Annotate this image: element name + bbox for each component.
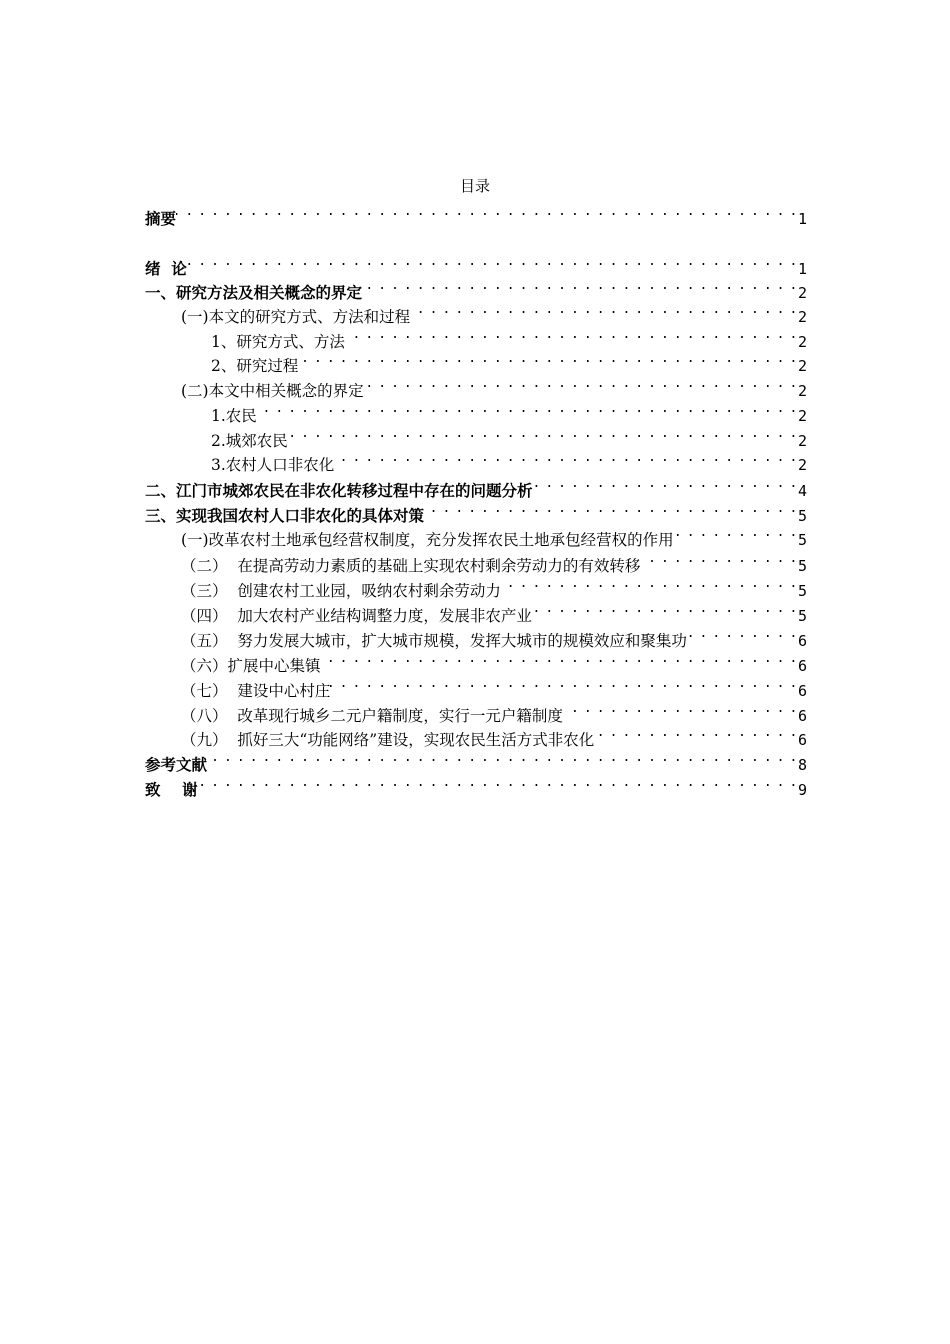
toc-entry-label: 3.农村人口非农化: [211, 456, 335, 474]
toc-entry-label: （六）扩展中心集镇: [181, 657, 321, 675]
toc-entry[interactable]: [145, 771, 807, 799]
toc-entry[interactable]: [145, 672, 807, 700]
toc-entry-label: (一)本文的研究方式、方法和过程: [181, 308, 411, 326]
toc-leader-dots: [362, 274, 796, 298]
toc-entry-page-number: 6: [797, 682, 807, 700]
toc-entry-label: （七） 建设中心村庄: [181, 682, 331, 700]
toc-entry[interactable]: [145, 746, 807, 774]
toc-entry[interactable]: [145, 422, 807, 450]
toc-leader-dots: [501, 572, 796, 596]
toc-leader-dots: [594, 721, 796, 745]
toc-leader-dots: [187, 250, 796, 274]
toc-entry-page-number: 1: [797, 260, 807, 278]
toc-entry[interactable]: [145, 298, 807, 326]
toc-leader-dots: [687, 622, 796, 646]
toc-entry[interactable]: [145, 497, 807, 525]
toc-entry[interactable]: [145, 446, 807, 474]
toc-leader-dots: [334, 446, 796, 470]
toc-entry-page-number: 6: [797, 632, 807, 650]
toc-entry[interactable]: [145, 274, 807, 302]
toc-entry-label: （八） 改革现行城乡二元户籍制度，实行一元户籍制度: [181, 707, 563, 725]
toc-entry-label: 三、实现我国农村人口非农化的具体对策: [145, 507, 425, 525]
toc-entry-page-number: 4: [797, 482, 807, 500]
toc-entry[interactable]: [145, 397, 807, 425]
toc-entry-page-number: 2: [797, 382, 807, 400]
toc-entry-label: 二、江门市城郊农民在非农化转移过程中存在的问题分析: [145, 482, 533, 500]
toc-leader-dots: [288, 422, 796, 446]
toc-entry-page-number: 5: [797, 557, 807, 575]
toc-leader-dots: [207, 746, 796, 770]
toc-leader-dots: [424, 497, 796, 521]
toc-entry-label: （五） 努力发展大城市，扩大城市规模，发挥大城市的规模效应和聚集功: [181, 632, 687, 650]
toc-leader-dots: [330, 672, 796, 696]
toc-entry-page-number: 6: [797, 731, 807, 749]
toc-entry-page-number: 2: [797, 308, 807, 326]
toc-entry-page-number: 5: [797, 582, 807, 600]
toc-entry[interactable]: [145, 200, 807, 228]
toc-leader-dots: [298, 347, 796, 371]
toc-entry[interactable]: [145, 472, 807, 500]
toc-entry-page-number: 2: [797, 333, 807, 351]
toc-entry[interactable]: [145, 697, 807, 725]
toc-entry-page-number: 5: [797, 531, 807, 549]
toc-entry-page-number: 8: [797, 756, 807, 774]
toc-entry-page-number: 2: [797, 284, 807, 302]
toc-entry-label: 1.农民: [211, 407, 257, 425]
toc-entry-label: （二） 在提高劳动力素质的基础上实现农村剩余劳动力的有效转移: [181, 557, 641, 575]
toc-entry-page-number: 6: [797, 657, 807, 675]
toc-leader-dots: [533, 472, 796, 496]
toc-leader-dots: [257, 397, 796, 421]
toc-entry[interactable]: [145, 521, 807, 549]
toc-entry-label: 一、研究方法及相关概念的界定: [145, 284, 363, 302]
toc-entry-page-number: 2: [797, 456, 807, 474]
toc-entry[interactable]: [145, 372, 807, 400]
toc-entry-label: 绪 论: [145, 260, 187, 278]
toc-entry-page-number: 2: [797, 407, 807, 425]
toc-leader-dots: [321, 647, 796, 671]
toc-entry-page-number: 5: [797, 607, 807, 625]
toc-entry[interactable]: [145, 347, 807, 375]
toc-leader-dots: [176, 200, 796, 224]
toc-entry-page-number: 9: [797, 781, 807, 799]
toc-leader-dots: [532, 597, 796, 621]
toc-entry[interactable]: [145, 572, 807, 600]
toc-entry-label: (二)本文中相关概念的界定: [181, 382, 364, 400]
toc-entry[interactable]: [145, 547, 807, 575]
toc-leader-dots: [640, 547, 796, 571]
toc-entry[interactable]: [145, 622, 807, 650]
toc-entry-label: 2、研究过程: [211, 357, 299, 375]
toc-leader-dots: [364, 372, 796, 396]
toc-leader-dots: [410, 298, 796, 322]
toc-entry-page-number: 5: [797, 507, 807, 525]
toc-entry-label: 致 谢: [145, 781, 198, 799]
toc-entry-label: （九） 抓好三大“功能网络”建设，实现农民生活方式非农化: [181, 731, 595, 749]
toc-entry-page-number: 2: [797, 357, 807, 375]
toc-entry-page-number: 6: [797, 707, 807, 725]
toc-title: 目录: [459, 177, 490, 195]
toc-entry[interactable]: [145, 647, 807, 675]
toc-entry-label: 2.城郊农民: [211, 432, 288, 450]
toc-leader-dots: [198, 771, 796, 795]
toc-entry[interactable]: [145, 721, 807, 749]
toc-leader-dots: [563, 697, 796, 721]
toc-entry-label: （三） 创建农村工业园，吸纳农村剩余劳动力: [181, 582, 501, 600]
toc-entry-label: （四） 加大农村产业结构调整力度，发展非农产业: [181, 607, 532, 625]
toc-entry-label: 1、研究方式、方法: [211, 333, 345, 351]
toc-entry-label: (一)改革农村土地承包经营权制度，充分发挥农民土地承包经营权的作用: [181, 531, 674, 549]
toc-entry-label: 参考文献: [145, 756, 208, 774]
toc-entry[interactable]: [145, 597, 807, 625]
toc-entry-page-number: 1: [797, 210, 807, 228]
toc-entry[interactable]: [145, 323, 807, 351]
toc-entry-label: 摘要: [145, 210, 177, 228]
toc-entry-page-number: 2: [797, 432, 807, 450]
toc-entry[interactable]: [145, 250, 807, 278]
toc-leader-dots: [345, 323, 796, 347]
toc-leader-dots: [674, 521, 796, 545]
